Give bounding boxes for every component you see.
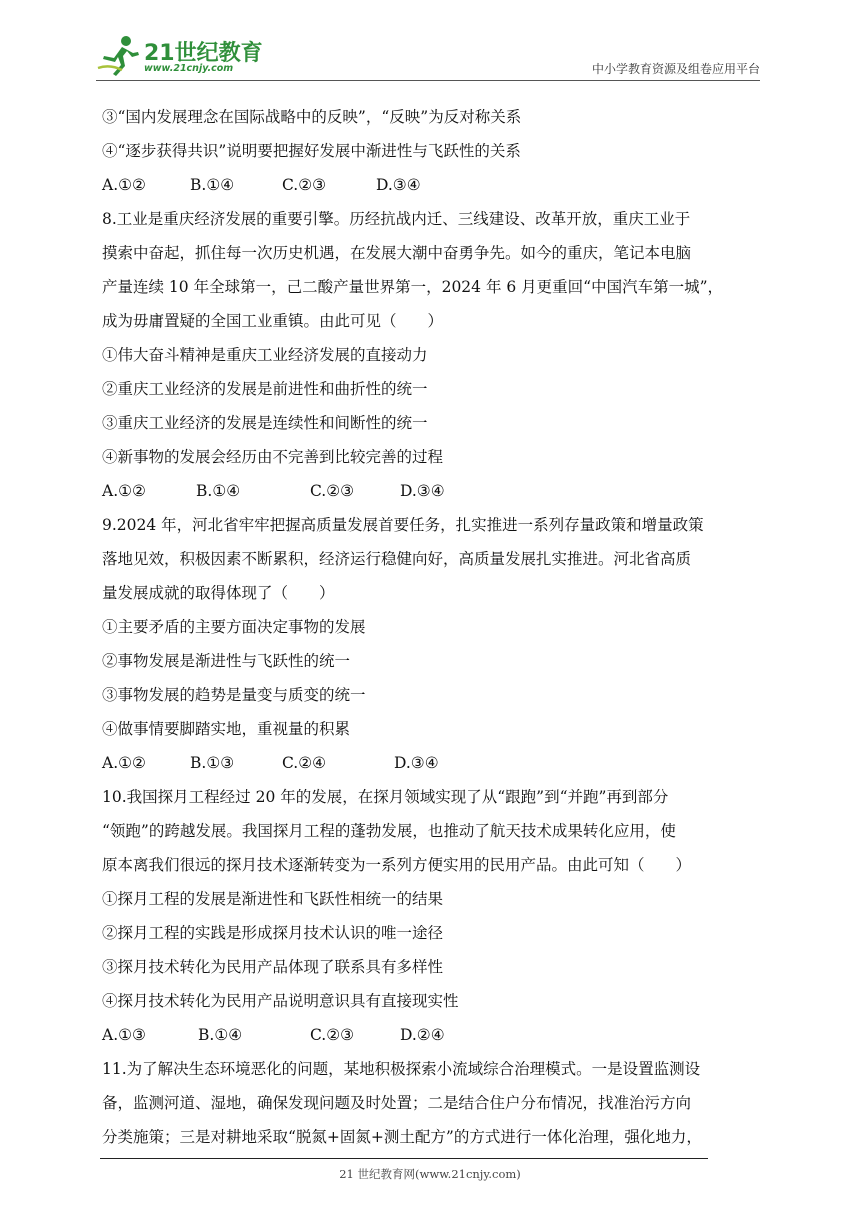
page-header	[96, 34, 760, 80]
q9-statement-2: ②事物发展是渐进性与飞跃性的统一	[102, 652, 351, 670]
q11-stem-line: 备，监测河道、湿地，确保发现问题及时处置；二是结合住户分布情况，找准治污方向	[102, 1094, 692, 1112]
header-divider	[96, 80, 760, 81]
logo-url: www.21cnjy.com	[144, 63, 234, 74]
site-logo[interactable]	[96, 34, 266, 78]
option-b[interactable]: B.①④	[196, 482, 241, 500]
q10-statement-2: ②探月工程的实践是形成探月技术认识的唯一途径	[102, 924, 444, 942]
q8-statement-1: ①伟大奋斗精神是重庆工业经济发展的直接动力	[102, 346, 428, 364]
q11-stem-line: 11.为了解决生态环境恶化的问题，某地积极探索小流域综合治理模式。一是设置监测设	[102, 1060, 701, 1078]
q8-statement-4: ④新事物的发展会经历由不完善到比较完善的过程	[102, 448, 444, 466]
option-d[interactable]: D.③④	[376, 176, 421, 194]
logo-text: 21世纪教育	[144, 41, 263, 66]
option-b[interactable]: B.①④	[198, 1026, 243, 1044]
option-c[interactable]: C.②④	[282, 754, 327, 772]
q7-options	[102, 168, 766, 202]
q8-options	[102, 474, 766, 508]
option-c[interactable]: C.②③	[310, 1026, 355, 1044]
q8-statement-3: ③重庆工业经济的发展是连续性和间断性的统一	[102, 414, 428, 432]
option-a[interactable]: A.①③	[102, 1026, 146, 1044]
q9-stem-line: 量发展成就的取得体现了（ ）	[102, 584, 335, 602]
q8-statement-2: ②重庆工业经济的发展是前进性和曲折性的统一	[102, 380, 428, 398]
q10-stem-line: 10.我国探月工程经过 20 年的发展，在探月领域实现了从“跟跑”到“并跑”再到部分	[102, 788, 669, 806]
option-c[interactable]: C.②③	[310, 482, 355, 500]
option-b[interactable]: B.①④	[190, 176, 235, 194]
q10-stem-line: 原本离我们很远的探月技术逐渐转变为一系列方便实用的民用产品。由此可知（ ）	[102, 856, 692, 874]
q9-statement-3: ③事物发展的趋势是量变与质变的统一	[102, 686, 366, 704]
option-d[interactable]: D.③④	[400, 482, 445, 500]
q9-options	[102, 746, 766, 780]
q8-stem-line: 成为毋庸置疑的全国工业重镇。由此可见（ ）	[102, 312, 444, 330]
option-d[interactable]: D.②④	[400, 1026, 445, 1044]
footer-divider	[100, 1158, 708, 1159]
document-body	[102, 100, 766, 1154]
runner-icon	[96, 34, 142, 78]
q9-statement-1: ①主要矛盾的主要方面决定事物的发展	[102, 618, 366, 636]
q8-stem-line: 8.工业是重庆经济发展的重要引擎。历经抗战内迁、三线建设、改革开放，重庆工业于	[102, 210, 691, 228]
q8-stem-line: 产量连续 10 年全球第一，己二酸产量世界第一，2024 年 6 月更重回“中国汽车第一城”，	[102, 278, 724, 296]
q10-statement-1: ①探月工程的发展是渐进性和飞跃性相统一的结果	[102, 890, 444, 908]
option-a[interactable]: A.①②	[102, 176, 146, 194]
statement-4: ④“逐步获得共识”说明要把握好发展中渐进性与飞跃性的关系	[102, 142, 521, 160]
q10-stem-line: “领跑”的跨越发展。我国探月工程的蓬勃发展，也推动了航天技术成果转化应用，使	[102, 822, 676, 840]
q9-statement-4: ④做事情要脚踏实地，重视量的积累	[102, 720, 351, 738]
statement-3: ③“国内发展理念在国际战略中的反映”，“反映”为反对称关系	[102, 108, 522, 126]
q11-stem-line: 分类施策；三是对耕地采取“脱氮+固氮+测土配方”的方式进行一体化治理，强化地力，	[102, 1128, 702, 1146]
option-a[interactable]: A.①②	[102, 754, 146, 772]
q8-stem-line: 摸索中奋起，抓住每一次历史机遇，在发展大潮中奋勇争先。如今的重庆，笔记本电脑	[102, 244, 692, 262]
option-b[interactable]: B.①③	[190, 754, 235, 772]
platform-name: 中小学教育资源及组卷应用平台	[591, 62, 760, 76]
page-footer[interactable]: 21 世纪教育网(www.21cnjy.com)	[339, 1167, 521, 1181]
option-c[interactable]: C.②③	[282, 176, 327, 194]
option-a[interactable]: A.①②	[102, 482, 146, 500]
q9-stem-line: 9.2024 年，河北省牢牢把握高质量发展首要任务，扎实推进一系列存量政策和增量政策	[102, 516, 704, 534]
q9-stem-line: 落地见效，积极因素不断累积，经济运行稳健向好，高质量发展扎实推进。河北省高质	[102, 550, 692, 568]
option-d[interactable]: D.③④	[394, 754, 439, 772]
q10-statement-3: ③探月技术转化为民用产品体现了联系具有多样性	[102, 958, 444, 976]
q10-options	[102, 1018, 766, 1052]
q10-statement-4: ④探月技术转化为民用产品说明意识具有直接现实性	[102, 992, 459, 1010]
